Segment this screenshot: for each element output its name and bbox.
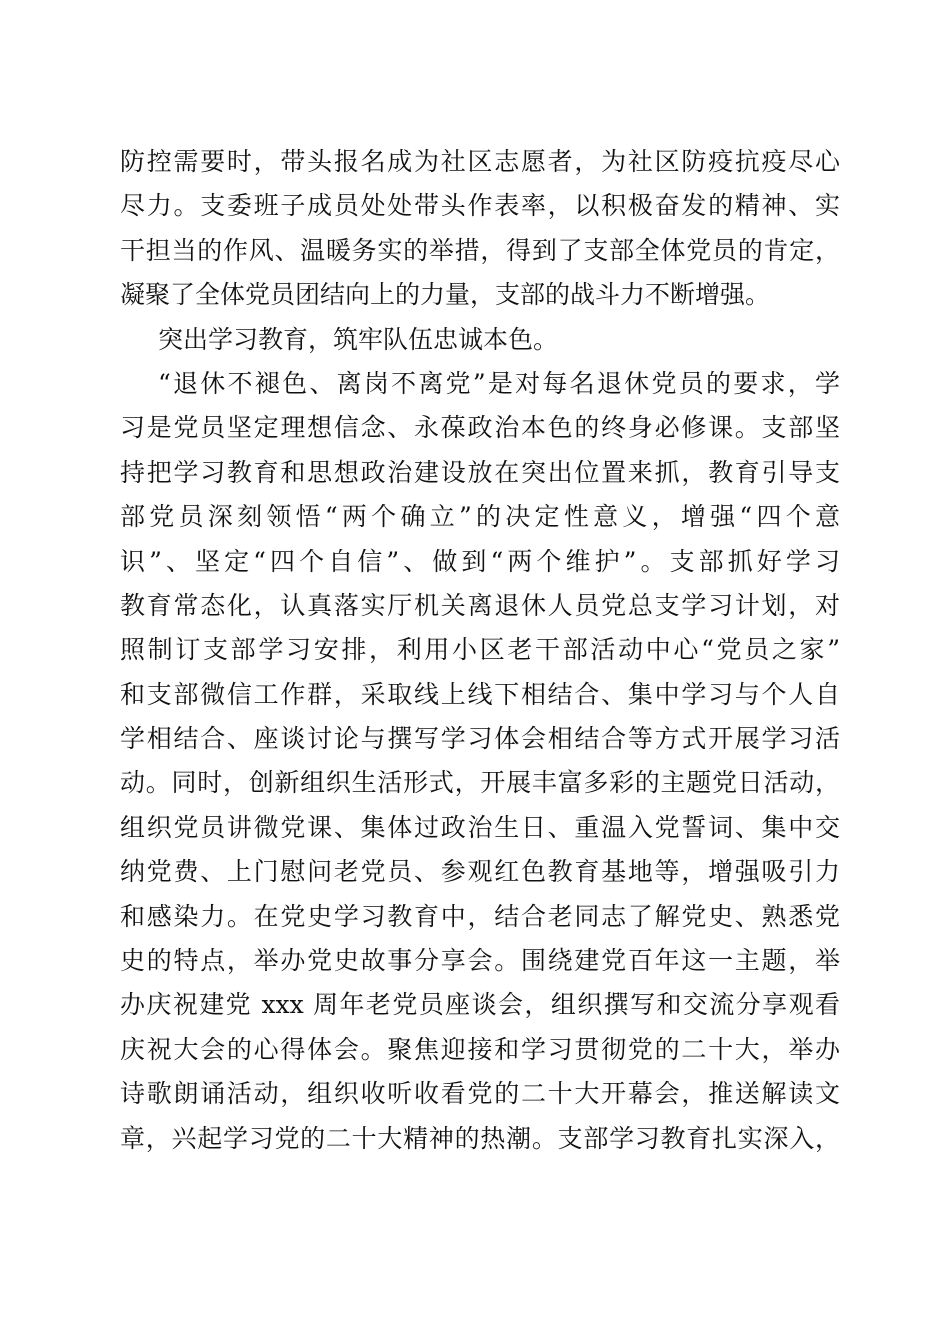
paragraph-2 bbox=[120, 362, 840, 1161]
section-heading: 突出学习教育，筑牢队伍忠诚本色。 bbox=[158, 324, 559, 354]
text-line: 部党员深刻领悟“两个确立”的决定性意义，增强“四个意 bbox=[120, 502, 840, 532]
text-line: 持把学习教育和思想政治建设放在突出位置来抓，教育引导支 bbox=[120, 457, 840, 487]
text-line: 史的特点，举办党史故事分享会。围绕建党百年这一主题，举 bbox=[120, 946, 840, 976]
text-line: 纳党费、上门慰问老党员、参观红色教育基地等，增强吸引力 bbox=[120, 857, 840, 887]
text-line: 章，兴起学习党的二十大精神的热潮。支部学习教育扎实深入， bbox=[120, 1123, 840, 1153]
text-line: 庆祝大会的心得体会。聚焦迎接和学习贯彻党的二十大，举办 bbox=[120, 1034, 840, 1064]
text-line: 教育常态化，认真落实厅机关离退休人员党总支学习计划，对 bbox=[120, 590, 840, 620]
text-line: 照制订支部学习安排，利用小区老干部活动中心“党员之家” bbox=[120, 635, 840, 665]
text-line: “退休不褪色、离岗不离党”是对每名退休党员的要求，学 bbox=[158, 368, 840, 398]
text-line: 习是党员坚定理想信念、永葆政治本色的终身必修课。支部坚 bbox=[120, 413, 840, 443]
text-line: 学相结合、座谈讨论与撰写学习体会相结合等方式开展学习活 bbox=[120, 724, 840, 754]
document-body bbox=[120, 140, 840, 1161]
text-line: 干担当的作风、温暖务实的举措，得到了支部全体党员的肯定， bbox=[120, 235, 840, 265]
text-line: 和支部微信工作群，采取线上线下相结合、集中学习与个人自 bbox=[120, 679, 840, 709]
text-line: 尽力。支委班子成员处处带头作表率，以积极奋发的精神、实 bbox=[120, 191, 840, 221]
text-line: 防控需要时，带头报名成为社区志愿者，为社区防疫抗疫尽心 bbox=[120, 147, 840, 176]
text-line: 和感染力。在党史学习教育中，结合老同志了解党史、熟悉党 bbox=[120, 901, 840, 931]
text-line: 凝聚了全体党员团结向上的力量，支部的战斗力不断增强。 bbox=[120, 280, 771, 310]
text-line: 组织党员讲微党课、集体过政治生日、重温入党誓词、集中交 bbox=[120, 812, 840, 842]
text-line: 识”、坚定“四个自信”、做到“两个维护”。支部抓好学习 bbox=[120, 546, 840, 576]
text-line: 动。同时，创新组织生活形式，开展丰富多彩的主题党日活动， bbox=[120, 768, 840, 798]
text-line: 诗歌朗诵活动，组织收听收看党的二十大开幕会，推送解读文 bbox=[120, 1079, 840, 1109]
paragraph-1 bbox=[120, 140, 840, 318]
text-line: 办庆祝建党 xxx 周年老党员座谈会，组织撰写和交流分享观看 bbox=[120, 990, 840, 1020]
